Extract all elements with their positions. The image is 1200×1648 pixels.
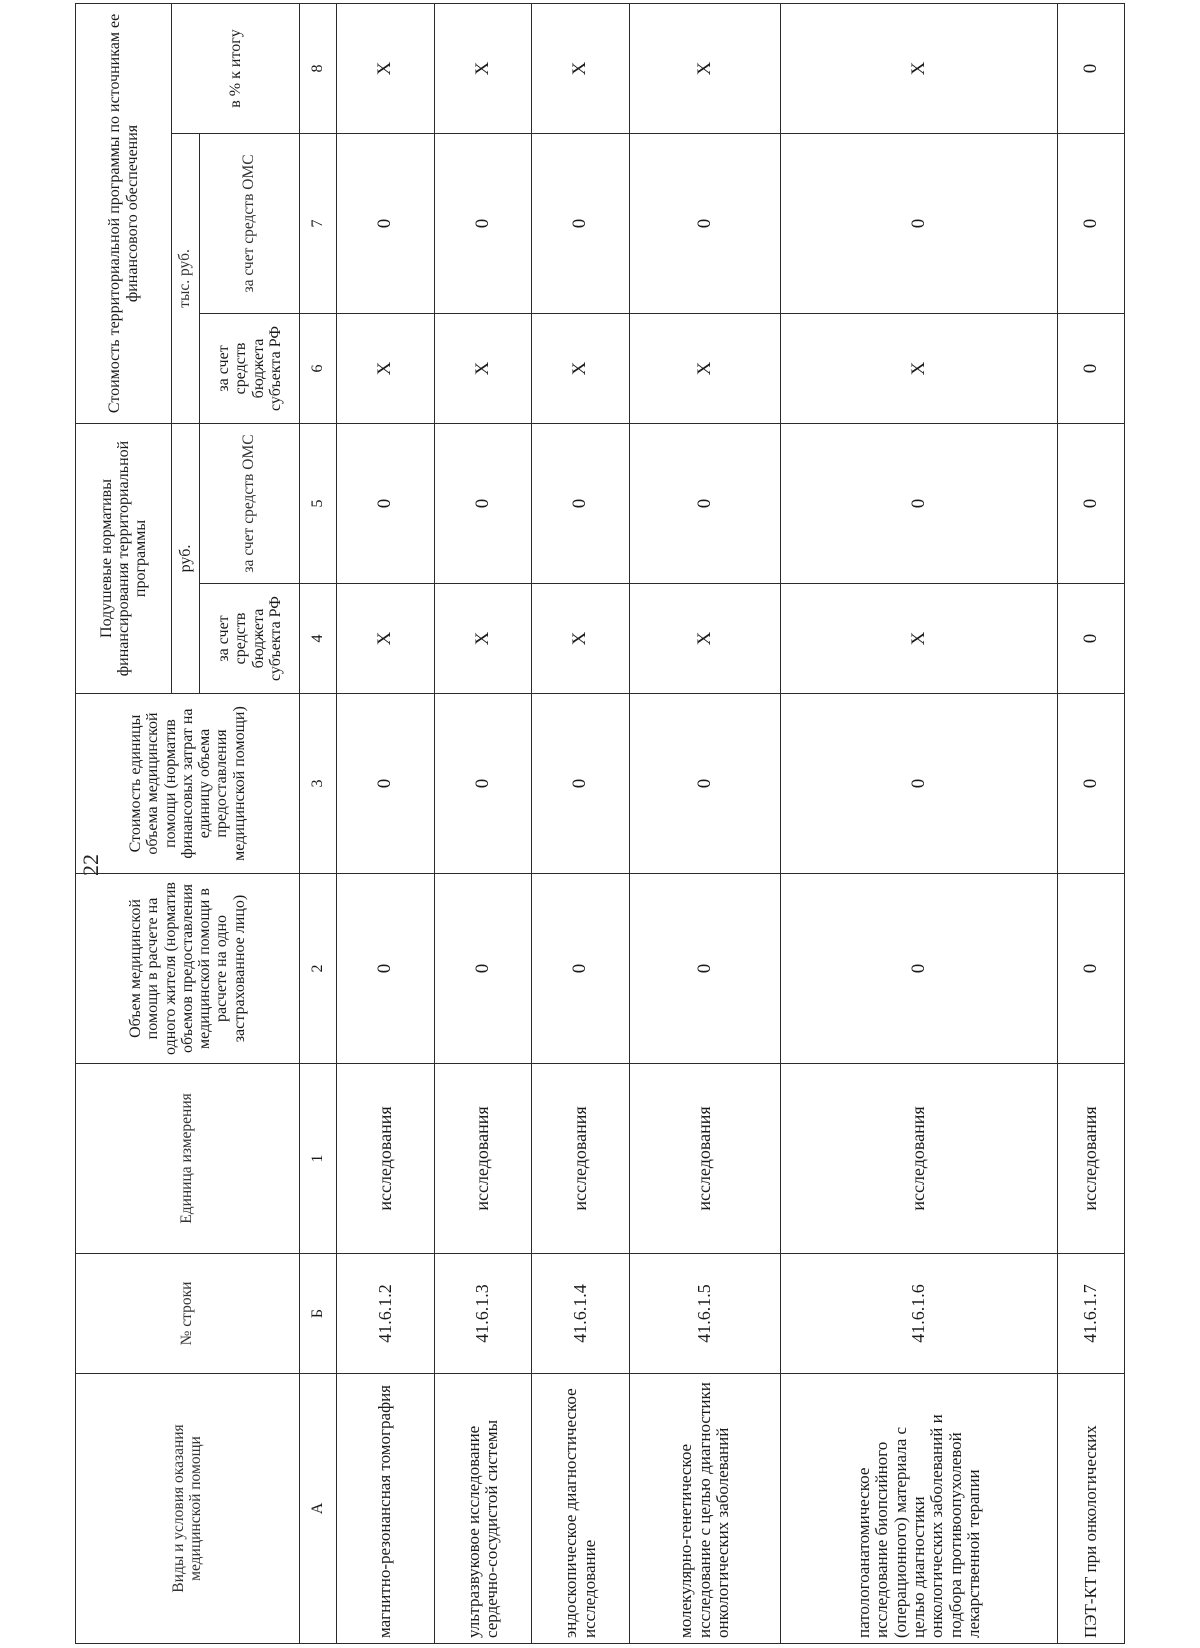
header-col-2: Объем медицинской помощи в расчете на одного жителя (норматив объемов предоставления медицинской помощи в расчете на одно застрахованное лицо) — [76, 874, 300, 1064]
row-value-2: 0 — [434, 874, 532, 1064]
row-unit: исследования — [1058, 1064, 1125, 1254]
row-code: 41.6.1.7 — [1058, 1254, 1125, 1374]
table-row — [532, 3, 630, 1643]
document-table-container — [75, 4, 1125, 1644]
row-name: ПЭТ-КТ при онкологических — [1058, 1374, 1125, 1644]
index-cell: 4 — [300, 584, 337, 694]
header-col-4-budget: за счет средств бюджета субъекта РФ — [200, 584, 300, 694]
index-cell: Б — [300, 1254, 337, 1374]
row-unit: исследования — [434, 1064, 532, 1254]
row-value-4: Х — [337, 584, 435, 694]
row-name: эндоскопическое диагностическое исследование — [532, 1374, 630, 1644]
row-value-5: 0 — [1058, 423, 1125, 583]
row-code: 41.6.1.5 — [629, 1254, 780, 1374]
row-name: молекулярно-генетическое исследование с целью диагностики онкологических заболеваний — [629, 1374, 780, 1644]
row-unit: исследования — [337, 1064, 435, 1254]
table-header — [76, 3, 337, 1643]
header-group-cost: Стоимость территориальной программы по источникам ее финансового обеспечения — [76, 3, 172, 423]
header-unit-rub: руб. — [172, 423, 200, 693]
row-value-5: 0 — [629, 423, 780, 583]
row-value-4: Х — [780, 584, 1057, 694]
row-code: 41.6.1.2 — [337, 1254, 435, 1374]
row-value-4: Х — [434, 584, 532, 694]
row-value-6: Х — [532, 313, 630, 423]
row-value-7: 0 — [337, 133, 435, 313]
header-col-b: № строки — [76, 1254, 300, 1374]
index-row — [300, 3, 337, 1643]
row-name: ультразвуковое исследование сердечно-сосудистой системы — [434, 1374, 532, 1644]
row-code: 41.6.1.6 — [780, 1254, 1057, 1374]
index-cell: 5 — [300, 423, 337, 583]
row-value-8: Х — [780, 3, 1057, 133]
row-value-5: 0 — [337, 423, 435, 583]
row-name: патологоанатомическое исследование биопсийного (операционного) материала с целью диагностики онкологических заболеваний и подбора противоопухолевой лекарственной терапии — [780, 1374, 1057, 1644]
row-value-2: 0 — [1058, 874, 1125, 1064]
row-unit: исследования — [780, 1064, 1057, 1254]
row-unit: исследования — [532, 1064, 630, 1254]
table-row — [337, 3, 435, 1643]
row-value-7: 0 — [532, 133, 630, 313]
row-value-2: 0 — [532, 874, 630, 1064]
header-col-3: Стоимость единицы объема медицинской помощи (норматив финансовых затрат на единицу объема предоставления медицинской помощи) — [76, 694, 300, 874]
row-value-3: 0 — [434, 694, 532, 874]
row-value-5: 0 — [780, 423, 1057, 583]
index-cell: 3 — [300, 694, 337, 874]
row-value-4: Х — [532, 584, 630, 694]
row-value-2: 0 — [780, 874, 1057, 1064]
row-value-8: 0 — [1058, 3, 1125, 133]
financing-table — [75, 3, 1125, 1644]
header-col-7-oms: за счет средств ОМС — [200, 133, 300, 313]
row-value-8: Х — [629, 3, 780, 133]
row-value-2: 0 — [629, 874, 780, 1064]
row-value-8: Х — [337, 3, 435, 133]
header-group-per-capita: Подушевые нормативы финансирования территориальной программы — [76, 423, 172, 693]
table-row — [780, 3, 1057, 1643]
row-value-8: Х — [434, 3, 532, 133]
header-col-1: Единица измерения — [76, 1064, 300, 1254]
row-value-3: 0 — [629, 694, 780, 874]
row-name: магнитно-резонансная томография — [337, 1374, 435, 1644]
index-cell: 6 — [300, 313, 337, 423]
page-number: 22 — [78, 854, 103, 876]
index-cell: 2 — [300, 874, 337, 1064]
header-col-a: Виды и условия оказания медицинской помощи — [76, 1374, 300, 1644]
row-value-3: 0 — [1058, 694, 1125, 874]
row-value-7: 0 — [629, 133, 780, 313]
row-value-5: 0 — [434, 423, 532, 583]
row-value-3: 0 — [532, 694, 630, 874]
row-value-8: Х — [532, 3, 630, 133]
index-cell: 7 — [300, 133, 337, 313]
row-value-6: Х — [629, 313, 780, 423]
row-value-4: Х — [629, 584, 780, 694]
row-value-7: 0 — [780, 133, 1057, 313]
row-value-3: 0 — [780, 694, 1057, 874]
row-value-6: 0 — [1058, 313, 1125, 423]
row-value-6: Х — [337, 313, 435, 423]
header-percent-total: в % к итогу — [172, 3, 300, 133]
header-unit-thousand-rub: тыс. руб. — [172, 133, 200, 423]
row-value-5: 0 — [532, 423, 630, 583]
table-row — [629, 3, 780, 1643]
header-col-6-budget: за счет средств бюджета субъекта РФ — [200, 313, 300, 423]
table-row — [1058, 3, 1125, 1643]
row-value-6: Х — [780, 313, 1057, 423]
row-value-4: 0 — [1058, 584, 1125, 694]
index-cell: 8 — [300, 3, 337, 133]
header-col-5-oms: за счет средств ОМС — [200, 423, 300, 583]
row-value-7: 0 — [434, 133, 532, 313]
index-cell: А — [300, 1374, 337, 1644]
row-unit: исследования — [629, 1064, 780, 1254]
row-value-2: 0 — [337, 874, 435, 1064]
row-code: 41.6.1.4 — [532, 1254, 630, 1374]
row-value-3: 0 — [337, 694, 435, 874]
row-value-6: Х — [434, 313, 532, 423]
row-value-7: 0 — [1058, 133, 1125, 313]
row-code: 41.6.1.3 — [434, 1254, 532, 1374]
table-body — [337, 3, 1125, 1643]
table-row — [434, 3, 532, 1643]
index-cell: 1 — [300, 1064, 337, 1254]
